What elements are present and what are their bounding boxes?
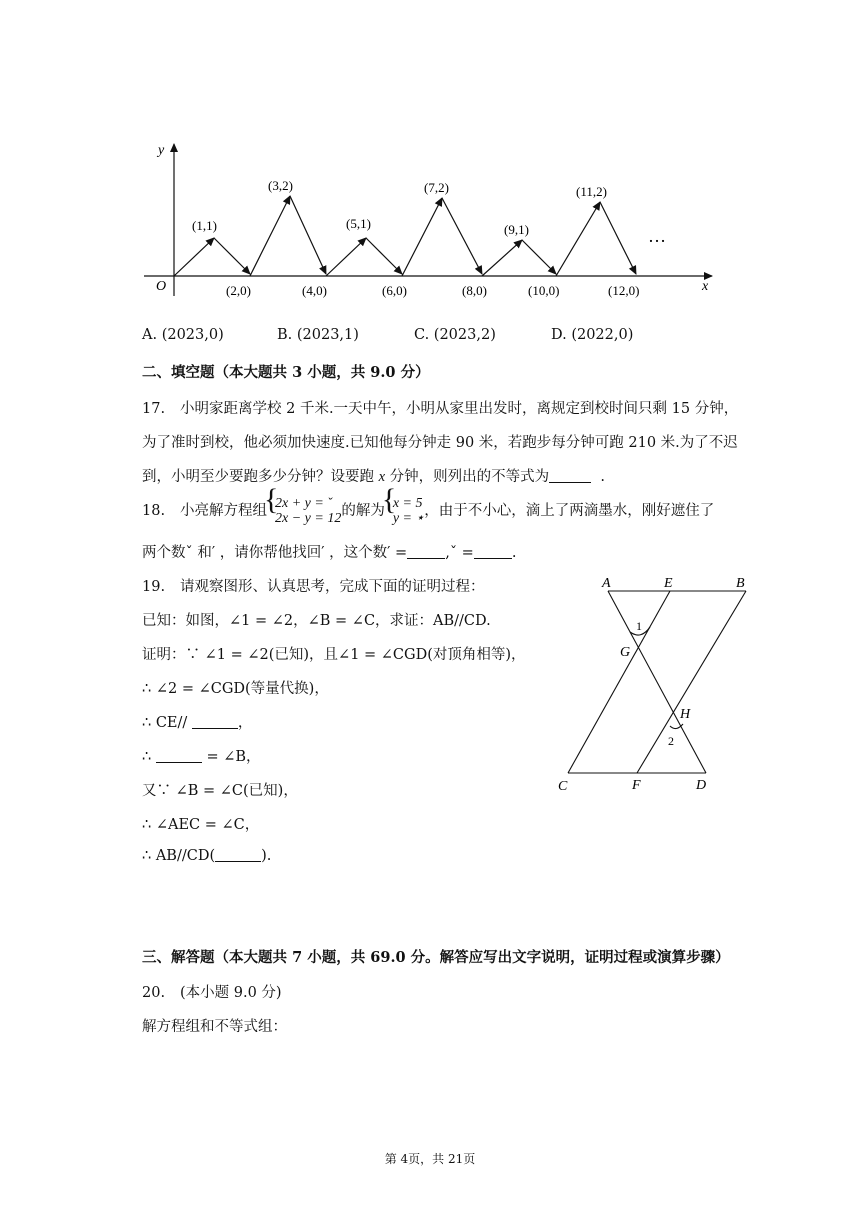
label-b: B — [736, 576, 745, 591]
q17-text-3b: 分钟，则列出的不等式为 — [389, 469, 550, 485]
section-3-num: 7 — [292, 949, 303, 966]
section-2-mid: 小题，共 — [307, 364, 366, 381]
option-b: B. (2023,1) — [277, 327, 359, 343]
peak-label: (11,2) — [576, 184, 607, 199]
q17-line-2: 为了准时到校，他必须加快速度.已知他每分钟走 90 米，若跑步每分钟可跑 210 米.为了不迟 — [142, 435, 738, 451]
label-d: D — [696, 778, 707, 793]
peak-label: (5,1) — [346, 216, 371, 231]
peak-label: (7,2) — [424, 180, 449, 195]
option-c: C. (2023,2) — [414, 327, 496, 343]
q17-text-3a: 到，小明至少要跑多少分钟？设要跑 — [142, 469, 374, 485]
q19-proof-2: ∴ ∠2 = ∠CGD(等量代换)， — [142, 681, 329, 697]
q19-proof-4a: ∴ — [142, 749, 152, 765]
q19-proof-6: ∴ ∠AEC = ∠C， — [142, 817, 260, 833]
q18-line-1 — [142, 493, 714, 529]
q17-end: . — [600, 469, 605, 485]
section-2-num: 3 — [292, 364, 303, 381]
q17-number: 17. — [142, 401, 166, 417]
section-3-suffix: 分。解答应写出文字说明，证明过程或演算步骤） — [410, 949, 730, 966]
x-axis-label: x — [702, 279, 709, 294]
q18-blank-1[interactable] — [407, 544, 445, 559]
q19-proof-3a: ∴ CE// — [142, 715, 188, 731]
x-point-label: (4,0) — [302, 283, 327, 298]
section-3-score: 69.0 — [370, 949, 406, 966]
q20-number: 20. — [142, 985, 166, 1001]
q18-text-b: 的解为 — [341, 503, 385, 519]
angle-2-arc — [670, 724, 683, 729]
segment-5 — [326, 238, 366, 276]
section-2-heading — [142, 361, 430, 382]
segment-8 — [442, 198, 482, 274]
q17-line-1 — [142, 397, 738, 418]
label-h: H — [680, 707, 691, 722]
label-f: F — [632, 778, 641, 793]
origin-label: O — [156, 279, 167, 294]
x-point-label: (8,0) — [462, 283, 487, 298]
section-2-score: 9.0 — [370, 364, 396, 381]
peak-label: (1,1) — [192, 218, 217, 233]
q20-score-note: (本小题 9.0 分) — [180, 985, 282, 1001]
label-g: G — [620, 645, 631, 660]
x-point-label: (12,0) — [608, 283, 640, 298]
q18-text-2b: ,ˇ = — [445, 545, 474, 561]
q19-proof-7a: ∴ AB//CD( — [142, 848, 216, 864]
segment-1 — [174, 238, 214, 276]
label-e: E — [664, 576, 673, 591]
q18-line-2 — [142, 541, 516, 562]
segment-6 — [366, 238, 402, 274]
q19-blank-2[interactable] — [156, 748, 202, 763]
q19-proof-7 — [142, 847, 271, 864]
q17-variable: x — [378, 469, 386, 485]
label-a: A — [602, 576, 611, 591]
q19-proof-3b: ， — [237, 715, 253, 731]
option-d: D. (2022,0) — [551, 327, 634, 343]
q19-proof-4b: = ∠B， — [206, 749, 261, 765]
section-2-prefix: 二、填空题（本大题共 — [142, 364, 287, 381]
q19-blank-1[interactable] — [192, 714, 238, 729]
q17-text-1: 小明家距离学校 2 千米.一天中午，小明从家里出发时，离规定到校时间只剩 15 分钟， — [180, 401, 739, 417]
page-footer: 第 4页，共 21页 — [384, 1152, 476, 1166]
segment-10 — [522, 240, 556, 274]
section-3-prefix: 三、解答题（本大题共 — [142, 949, 287, 966]
peak-label: (9,1) — [504, 222, 529, 237]
x-point-label: (2,0) — [226, 283, 251, 298]
q18-text-c: ，由于不小心，滴上了两滴墨水，刚好遮住了 — [424, 503, 715, 519]
q18-text-2a: 两个数ˇ 和′ ，请你帮他找回′ ，这个数′ = — [142, 545, 408, 561]
q19-number: 19. — [142, 579, 166, 595]
segment-11 — [556, 202, 600, 276]
q19-proof-7b: ). — [261, 848, 272, 864]
segment-12 — [600, 202, 636, 274]
q18-sol-1: { x = 5 — [392, 496, 423, 511]
segment-7 — [402, 198, 442, 276]
segment-9 — [482, 240, 522, 276]
y-axis-label: y — [158, 143, 165, 158]
x-point-label: (10,0) — [528, 283, 560, 298]
segment-4 — [290, 196, 326, 274]
q19-proof-1: 证明：∵ ∠1 = ∠2(已知)，且∠1 = ∠CGD(对顶角相等)， — [142, 647, 526, 663]
q18-blank-2[interactable] — [474, 544, 512, 559]
q19-proof-5: 又∵ ∠B = ∠C(已知)， — [142, 783, 298, 799]
zigzag-coordinate-graph — [140, 138, 720, 308]
line-ce — [568, 591, 670, 773]
q20-header — [142, 981, 282, 1002]
section-2-suffix: 分） — [400, 364, 430, 381]
q19-intro-line — [142, 575, 485, 596]
segment-3 — [250, 196, 290, 276]
q17-line-3 — [142, 465, 605, 486]
segment-2 — [214, 238, 250, 274]
q18-equation-system — [267, 496, 341, 526]
section-3-mid: 小题，共 — [307, 949, 366, 966]
q18-sol-2: y = ⋆ — [392, 511, 425, 526]
peak-label: (3,2) — [268, 178, 293, 193]
label-c: C — [558, 779, 568, 794]
geometry-figure — [550, 570, 760, 800]
q18-text-a: 小亮解方程组 — [180, 503, 267, 519]
q19-proof-3 — [142, 711, 252, 732]
q18-solution-system — [385, 496, 424, 526]
q19-intro: 请观察图形、认真思考，完成下面的证明过程： — [180, 579, 485, 595]
option-a: A. (2023,0) — [142, 327, 224, 343]
q17-answer-blank[interactable] — [549, 468, 591, 483]
q20-body: 解方程组和不等式组： — [142, 1019, 287, 1035]
q18-eq-2: 2x − y = 12 — [275, 511, 342, 526]
q19-blank-3[interactable] — [215, 847, 261, 862]
angle-2-label: 2 — [668, 734, 674, 748]
q18-eq-1: { 2x + y = ˇ — [275, 496, 332, 511]
x-point-label: (6,0) — [382, 283, 407, 298]
q18-end: . — [511, 545, 517, 561]
q19-proof-4 — [142, 745, 261, 766]
q18-number: 18. — [142, 503, 166, 519]
graph-ellipsis: … — [648, 226, 666, 246]
angle-1-label: 1 — [636, 619, 642, 633]
section-3-heading — [142, 946, 730, 967]
q19-given: 已知：如图，∠1 = ∠2，∠B = ∠C，求证：AB//CD. — [142, 613, 491, 629]
